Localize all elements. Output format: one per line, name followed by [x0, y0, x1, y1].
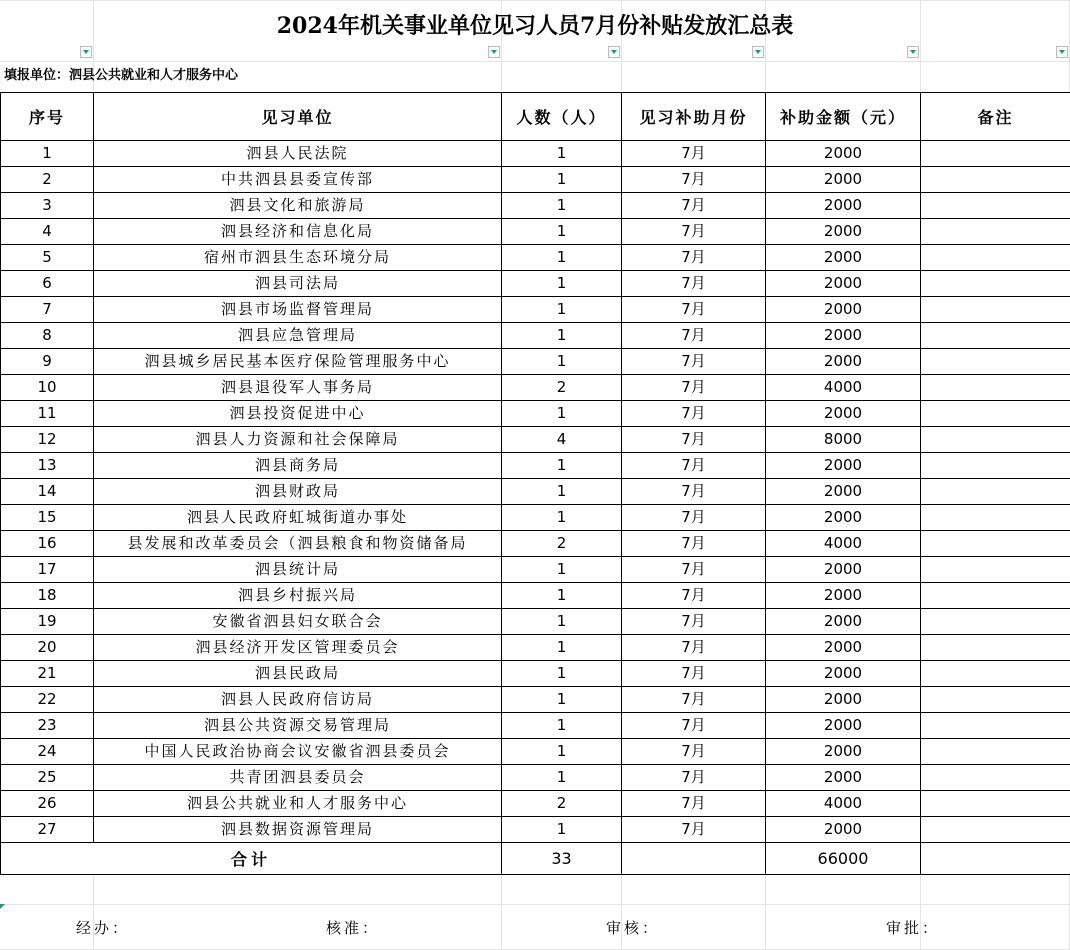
cell-month[interactable]: 7月	[622, 661, 766, 687]
cell-month[interactable]: 7月	[622, 635, 766, 661]
cell-index[interactable]: 27	[1, 817, 94, 843]
cell-index[interactable]: 14	[1, 479, 94, 505]
cell-count[interactable]: 1	[502, 661, 622, 687]
cell-remark[interactable]	[921, 817, 1070, 843]
cell-amount[interactable]: 2000	[766, 193, 921, 219]
cell-count[interactable]: 1	[502, 765, 622, 791]
cell-month[interactable]: 7月	[622, 479, 766, 505]
cell-remark[interactable]	[921, 557, 1070, 583]
cell-remark[interactable]	[921, 245, 1070, 271]
cell-month[interactable]: 7月	[622, 167, 766, 193]
cell-unit[interactable]: 泗县人力资源和社会保障局	[94, 427, 502, 453]
cell-count[interactable]: 1	[502, 401, 622, 427]
table-row	[1, 583, 1070, 609]
cell-remark[interactable]	[921, 635, 1070, 661]
cell-count[interactable]: 1	[502, 323, 622, 349]
cell-index[interactable]: 23	[1, 713, 94, 739]
cell-month[interactable]: 7月	[622, 583, 766, 609]
cell-count[interactable]: 1	[502, 167, 622, 193]
filter-dropdown-icon[interactable]	[608, 46, 620, 58]
cell-remark[interactable]	[921, 531, 1070, 557]
column-header-unit[interactable]: 见习单位	[94, 93, 502, 141]
total-amount[interactable]: 66000	[766, 843, 921, 875]
table-row	[1, 323, 1070, 349]
gridline	[0, 61, 1070, 62]
cell-count[interactable]: 2	[502, 791, 622, 817]
footer-approver: 审批：	[886, 919, 941, 937]
cell-remark[interactable]	[921, 401, 1070, 427]
cell-remark[interactable]	[921, 609, 1070, 635]
cell-remark[interactable]	[921, 765, 1070, 791]
cell-amount[interactable]: 4000	[766, 791, 921, 817]
cell-unit[interactable]: 中国人民政治协商会议安徽省泗县委员会	[94, 739, 502, 765]
cell-index[interactable]: 9	[1, 349, 94, 375]
cell-remark[interactable]	[921, 661, 1070, 687]
filter-dropdown-icon[interactable]	[1056, 46, 1068, 58]
filter-dropdown-icon[interactable]	[488, 46, 500, 58]
cell-index[interactable]: 7	[1, 297, 94, 323]
column-header-index[interactable]: 序号	[1, 93, 94, 141]
sheet-title: 2024年机关事业单位见习人员7月份补贴发放汇总表	[276, 13, 794, 39]
cell-amount[interactable]: 2000	[766, 505, 921, 531]
cell-amount[interactable]: 2000	[766, 661, 921, 687]
cell-month[interactable]: 7月	[622, 427, 766, 453]
cell-month[interactable]: 7月	[622, 557, 766, 583]
cell-unit[interactable]: 泗县人民政府虹城街道办事处	[94, 505, 502, 531]
table-row	[1, 791, 1070, 817]
cell-count[interactable]: 1	[502, 687, 622, 713]
cell-remark[interactable]	[921, 193, 1070, 219]
cell-unit[interactable]: 泗县经济和信息化局	[94, 219, 502, 245]
cell-unit[interactable]: 泗县民政局	[94, 661, 502, 687]
cell-amount[interactable]: 8000	[766, 427, 921, 453]
cell-index[interactable]: 20	[1, 635, 94, 661]
cell-remark[interactable]	[921, 479, 1070, 505]
cell-month[interactable]: 7月	[622, 297, 766, 323]
cell-amount[interactable]: 2000	[766, 323, 921, 349]
cell-month[interactable]: 7月	[622, 505, 766, 531]
cell-unit[interactable]: 宿州市泗县生态环境分局	[94, 245, 502, 271]
cell-month[interactable]: 7月	[622, 817, 766, 843]
total-label[interactable]: 合计	[1, 843, 502, 875]
table-row	[1, 167, 1070, 193]
cell-remark[interactable]	[921, 583, 1070, 609]
cell-count[interactable]: 1	[502, 271, 622, 297]
cell-amount[interactable]: 2000	[766, 713, 921, 739]
cell-amount[interactable]: 2000	[766, 297, 921, 323]
column-header-remark[interactable]: 备注	[921, 93, 1070, 141]
cell-remark[interactable]	[921, 713, 1070, 739]
cell-unit[interactable]: 泗县城乡居民基本医疗保险管理服务中心	[94, 349, 502, 375]
cell-index[interactable]: 15	[1, 505, 94, 531]
reporting-unit: 填报单位：泗县公共就业和人才服务中心	[4, 68, 239, 83]
cell-month[interactable]: 7月	[622, 531, 766, 557]
table-row	[1, 479, 1070, 505]
cell-unit[interactable]: 泗县司法局	[94, 271, 502, 297]
table-row	[1, 349, 1070, 375]
column-header-amount[interactable]: 补助金额（元）	[766, 93, 921, 141]
cell-amount[interactable]: 2000	[766, 479, 921, 505]
cell-unit[interactable]: 泗县商务局	[94, 453, 502, 479]
cell-unit[interactable]: 泗县应急管理局	[94, 323, 502, 349]
cell-amount[interactable]: 2000	[766, 453, 921, 479]
cell-amount[interactable]: 2000	[766, 219, 921, 245]
cell-remark[interactable]	[921, 219, 1070, 245]
cell-unit[interactable]: 泗县退役军人事务局	[94, 375, 502, 401]
cell-unit[interactable]: 泗县市场监督管理局	[94, 297, 502, 323]
cell-unit[interactable]: 泗县人民法院	[94, 141, 502, 167]
cell-index[interactable]: 6	[1, 271, 94, 297]
cell-remark[interactable]	[921, 141, 1070, 167]
cell-unit[interactable]: 泗县统计局	[94, 557, 502, 583]
cell-month[interactable]: 7月	[622, 245, 766, 271]
cell-month[interactable]: 7月	[622, 401, 766, 427]
cell-count[interactable]: 1	[502, 817, 622, 843]
cell-index[interactable]: 4	[1, 219, 94, 245]
cell-count[interactable]: 1	[502, 193, 622, 219]
subsidy-table	[0, 92, 1070, 875]
cell-index[interactable]: 10	[1, 375, 94, 401]
cell-month[interactable]: 7月	[622, 713, 766, 739]
cell-count[interactable]: 1	[502, 297, 622, 323]
cell-index[interactable]: 22	[1, 687, 94, 713]
column-header-count[interactable]: 人数（人）	[502, 93, 622, 141]
cell-index[interactable]: 26	[1, 791, 94, 817]
total-count[interactable]: 33	[502, 843, 622, 875]
table-row	[1, 687, 1070, 713]
table-row	[1, 297, 1070, 323]
cell-index[interactable]: 8	[1, 323, 94, 349]
cell-index[interactable]: 18	[1, 583, 94, 609]
cell-remark[interactable]	[921, 505, 1070, 531]
cell-amount[interactable]: 2000	[766, 765, 921, 791]
table-row	[1, 141, 1070, 167]
table-row	[1, 219, 1070, 245]
cell-amount[interactable]: 2000	[766, 635, 921, 661]
cell-remark[interactable]	[921, 167, 1070, 193]
cell-amount[interactable]: 2000	[766, 583, 921, 609]
table-row	[1, 245, 1070, 271]
cell-index[interactable]: 3	[1, 193, 94, 219]
cell-count[interactable]: 1	[502, 479, 622, 505]
cell-index[interactable]: 13	[1, 453, 94, 479]
cell-unit[interactable]: 泗县投资促进中心	[94, 401, 502, 427]
table-row	[1, 401, 1070, 427]
table-row	[1, 531, 1070, 557]
cell-month[interactable]: 7月	[622, 687, 766, 713]
cell-amount[interactable]: 4000	[766, 531, 921, 557]
filter-dropdown-icon[interactable]	[80, 46, 92, 58]
column-header-month[interactable]: 见习补助月份	[622, 93, 766, 141]
cell-count[interactable]: 1	[502, 635, 622, 661]
cell-unit[interactable]: 县发展和改革委员会（泗县粮食和物资储备局	[94, 531, 502, 557]
cell-amount[interactable]: 2000	[766, 557, 921, 583]
cell-unit[interactable]: 泗县文化和旅游局	[94, 193, 502, 219]
cell-month[interactable]: 7月	[622, 765, 766, 791]
cell-index[interactable]: 25	[1, 765, 94, 791]
cell-amount[interactable]: 2000	[766, 245, 921, 271]
table-row	[1, 765, 1070, 791]
table-header-row	[1, 93, 1070, 141]
table-row	[1, 661, 1070, 687]
cell-remark[interactable]	[921, 453, 1070, 479]
cell-index[interactable]: 24	[1, 739, 94, 765]
cell-remark[interactable]	[921, 739, 1070, 765]
cell-index[interactable]: 5	[1, 245, 94, 271]
cell-unit[interactable]: 泗县乡村振兴局	[94, 583, 502, 609]
table-row	[1, 453, 1070, 479]
cell-remark[interactable]	[921, 791, 1070, 817]
cell-month[interactable]: 7月	[622, 349, 766, 375]
table-row	[1, 609, 1070, 635]
cell-amount[interactable]: 2000	[766, 349, 921, 375]
footer-handler: 经办：	[76, 919, 131, 937]
table-row	[1, 635, 1070, 661]
cell-index[interactable]: 21	[1, 661, 94, 687]
cell-count[interactable]: 1	[502, 141, 622, 167]
cell-count[interactable]: 1	[502, 739, 622, 765]
cell-amount[interactable]: 2000	[766, 401, 921, 427]
cell-index[interactable]: 11	[1, 401, 94, 427]
table-row	[1, 427, 1070, 453]
cell-month[interactable]: 7月	[622, 739, 766, 765]
cell-unit[interactable]: 泗县经济开发区管理委员会	[94, 635, 502, 661]
total-row	[1, 843, 1070, 875]
cell-remark[interactable]	[921, 687, 1070, 713]
cell-month[interactable]: 7月	[622, 271, 766, 297]
cell-amount[interactable]: 2000	[766, 817, 921, 843]
cell-unit[interactable]: 泗县公共资源交易管理局	[94, 713, 502, 739]
cell-amount[interactable]: 2000	[766, 739, 921, 765]
cell-amount[interactable]: 2000	[766, 609, 921, 635]
cell-remark[interactable]	[921, 297, 1070, 323]
cell-remark[interactable]	[921, 271, 1070, 297]
cell-month[interactable]: 7月	[622, 193, 766, 219]
table-row	[1, 713, 1070, 739]
table-row	[1, 557, 1070, 583]
cell-month[interactable]: 7月	[622, 791, 766, 817]
gridline	[0, 0, 1070, 1]
cell-count[interactable]: 1	[502, 583, 622, 609]
footer-checker: 核准：	[326, 919, 381, 937]
cell-unit[interactable]: 中共泗县县委宣传部	[94, 167, 502, 193]
cell-count[interactable]: 2	[502, 531, 622, 557]
cell-month[interactable]: 7月	[622, 323, 766, 349]
cell-remark[interactable]	[921, 349, 1070, 375]
total-remark[interactable]	[921, 843, 1070, 875]
cell-unit[interactable]: 泗县数据资源管理局	[94, 817, 502, 843]
cell-count[interactable]: 1	[502, 609, 622, 635]
cell-month[interactable]: 7月	[622, 219, 766, 245]
cell-month[interactable]: 7月	[622, 141, 766, 167]
total-month[interactable]	[622, 843, 766, 875]
cell-count[interactable]: 4	[502, 427, 622, 453]
cell-remark[interactable]	[921, 323, 1070, 349]
cell-count[interactable]: 2	[502, 375, 622, 401]
table-row	[1, 193, 1070, 219]
cell-count[interactable]: 1	[502, 505, 622, 531]
cell-amount[interactable]: 4000	[766, 375, 921, 401]
cell-unit[interactable]: 泗县公共就业和人才服务中心	[94, 791, 502, 817]
cell-count[interactable]: 1	[502, 713, 622, 739]
cell-unit[interactable]: 泗县财政局	[94, 479, 502, 505]
table-row	[1, 271, 1070, 297]
cell-count[interactable]: 1	[502, 557, 622, 583]
filter-dropdown-icon[interactable]	[907, 46, 919, 58]
table-row	[1, 817, 1070, 843]
table-row	[1, 505, 1070, 531]
cell-index[interactable]: 16	[1, 531, 94, 557]
cell-remark[interactable]	[921, 427, 1070, 453]
cell-month[interactable]: 7月	[622, 453, 766, 479]
cell-unit[interactable]: 泗县人民政府信访局	[94, 687, 502, 713]
cell-marker-icon	[0, 904, 5, 909]
cell-unit[interactable]: 共青团泗县委员会	[94, 765, 502, 791]
footer-reviewer: 审核：	[606, 919, 661, 937]
cell-index[interactable]: 1	[1, 141, 94, 167]
cell-remark[interactable]	[921, 375, 1070, 401]
cell-count[interactable]: 1	[502, 219, 622, 245]
cell-count[interactable]: 1	[502, 245, 622, 271]
cell-amount[interactable]: 2000	[766, 271, 921, 297]
cell-amount[interactable]: 2000	[766, 167, 921, 193]
filter-dropdown-icon[interactable]	[752, 46, 764, 58]
table-row	[1, 739, 1070, 765]
cell-month[interactable]: 7月	[622, 609, 766, 635]
cell-month[interactable]: 7月	[622, 375, 766, 401]
cell-index[interactable]: 17	[1, 557, 94, 583]
table-row	[1, 375, 1070, 401]
cell-index[interactable]: 2	[1, 167, 94, 193]
gridline	[0, 904, 1070, 905]
cell-amount[interactable]: 2000	[766, 687, 921, 713]
cell-index[interactable]: 19	[1, 609, 94, 635]
cell-amount[interactable]: 2000	[766, 141, 921, 167]
cell-unit[interactable]: 安徽省泗县妇女联合会	[94, 609, 502, 635]
cell-count[interactable]: 1	[502, 453, 622, 479]
cell-count[interactable]: 1	[502, 349, 622, 375]
cell-index[interactable]: 12	[1, 427, 94, 453]
